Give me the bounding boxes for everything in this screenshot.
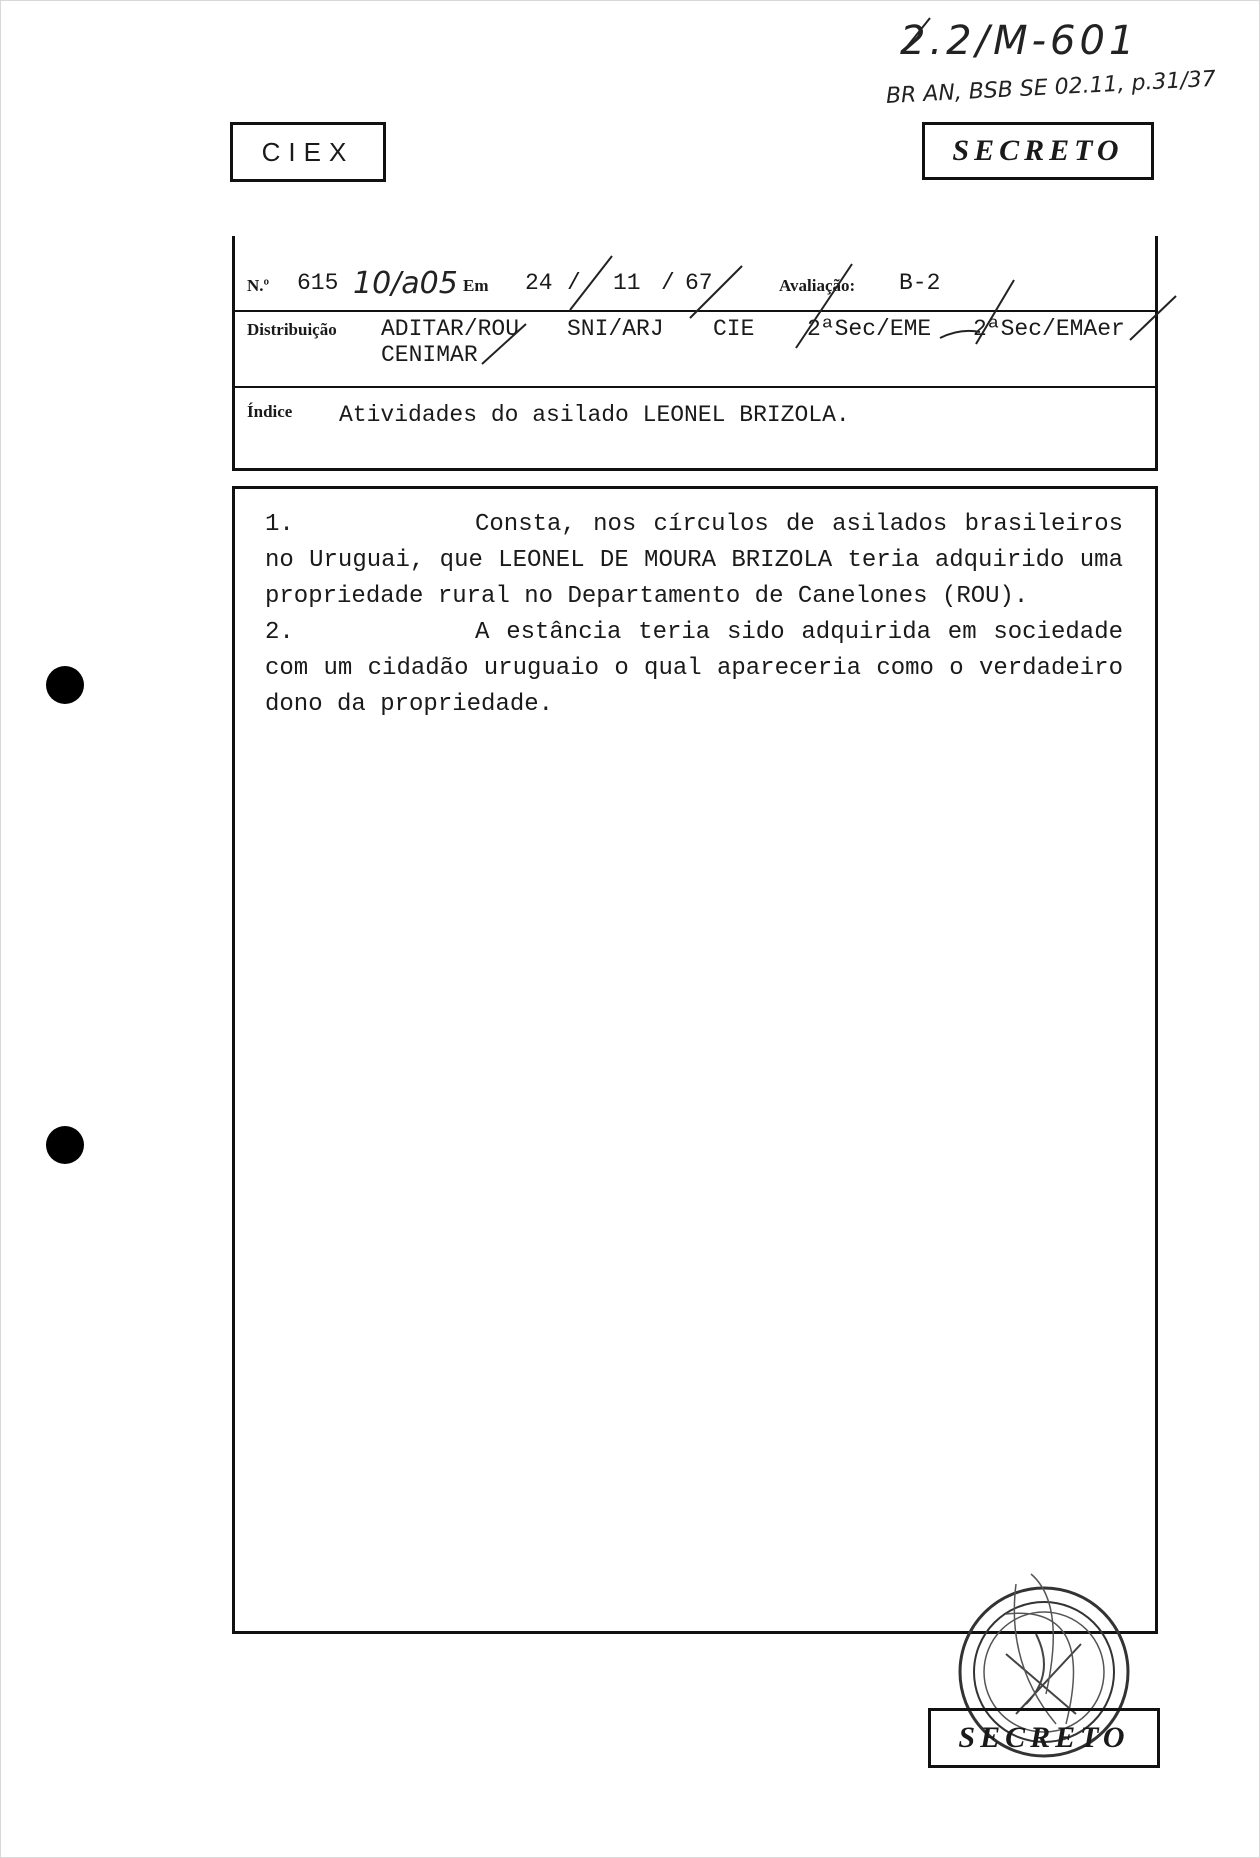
classification-stamp-top [922, 122, 1154, 180]
paragraph-text: Consta, nos círculos de asilados brasileiros [475, 511, 1123, 538]
date-day: 24 [525, 270, 553, 296]
index-label: Índice [247, 402, 293, 421]
body-text [265, 507, 1123, 723]
evaluation-label: Avaliação: [779, 276, 856, 295]
paragraph-first-line [265, 615, 1123, 651]
classification-stamp-bottom-text: SECRETO [958, 1721, 1130, 1754]
distribution-item: 2ªSec/EME [807, 316, 932, 342]
paragraph-first-line [265, 507, 1123, 543]
number-value: 615 [297, 270, 339, 296]
classification-stamp-bottom [928, 1708, 1160, 1768]
distribution-item: ADITAR/ROU [381, 316, 520, 342]
evaluation-value: B-2 [899, 270, 941, 296]
date-label: Em [463, 276, 489, 295]
distribution-item-line2: CENIMAR [381, 342, 478, 368]
agency-stamp-text: CIEX [261, 137, 355, 167]
paragraph-line: no Uruguai, que LEONEL DE MOURA BRIZOLA teria adquirido uma [265, 547, 1123, 574]
paragraph-text: A estância teria sido adquirida em sociedade [475, 619, 1123, 646]
distribution-label: Distribuição [247, 320, 337, 339]
paragraph-number: 2. [265, 619, 294, 646]
number-handwritten: 10/a05 [353, 266, 458, 301]
distribution-item: CIE [713, 316, 755, 342]
punch-hole [46, 666, 84, 704]
message-body [232, 486, 1158, 1634]
classification-stamp-top-text: SECRETO [952, 134, 1124, 167]
archive-reference: BR AN, BSB SE 02.11, p.31/37 [885, 66, 1217, 109]
distribution-item: SNI/ARJ [567, 316, 664, 342]
distribution-item: 2ªSec/EMAer [973, 316, 1125, 342]
paragraph-number: 1. [265, 511, 294, 538]
date-year: 67 [685, 270, 713, 296]
paragraph-line: propriedade rural no Departamento de Canelones (ROU). [265, 583, 1029, 610]
number-label: N.º [247, 276, 270, 295]
header-form [232, 236, 1158, 471]
paragraph-line: dono da propriedade. [265, 691, 554, 718]
agency-stamp [230, 122, 386, 182]
index-value: Atividades do asilado LEONEL BRIZOLA. [339, 402, 850, 428]
header-divider-1 [235, 310, 1155, 312]
header-divider-2 [235, 386, 1155, 388]
date-month: 11 [613, 270, 641, 296]
paragraph-line: com um cidadão uruguaio o qual apareceria como o verdadeiro [265, 655, 1123, 682]
date-sep-2: / [661, 270, 675, 296]
punch-hole [46, 1126, 84, 1164]
archive-annotation: 2.2/M-601 [900, 18, 1139, 64]
date-sep-1: / [567, 270, 581, 296]
